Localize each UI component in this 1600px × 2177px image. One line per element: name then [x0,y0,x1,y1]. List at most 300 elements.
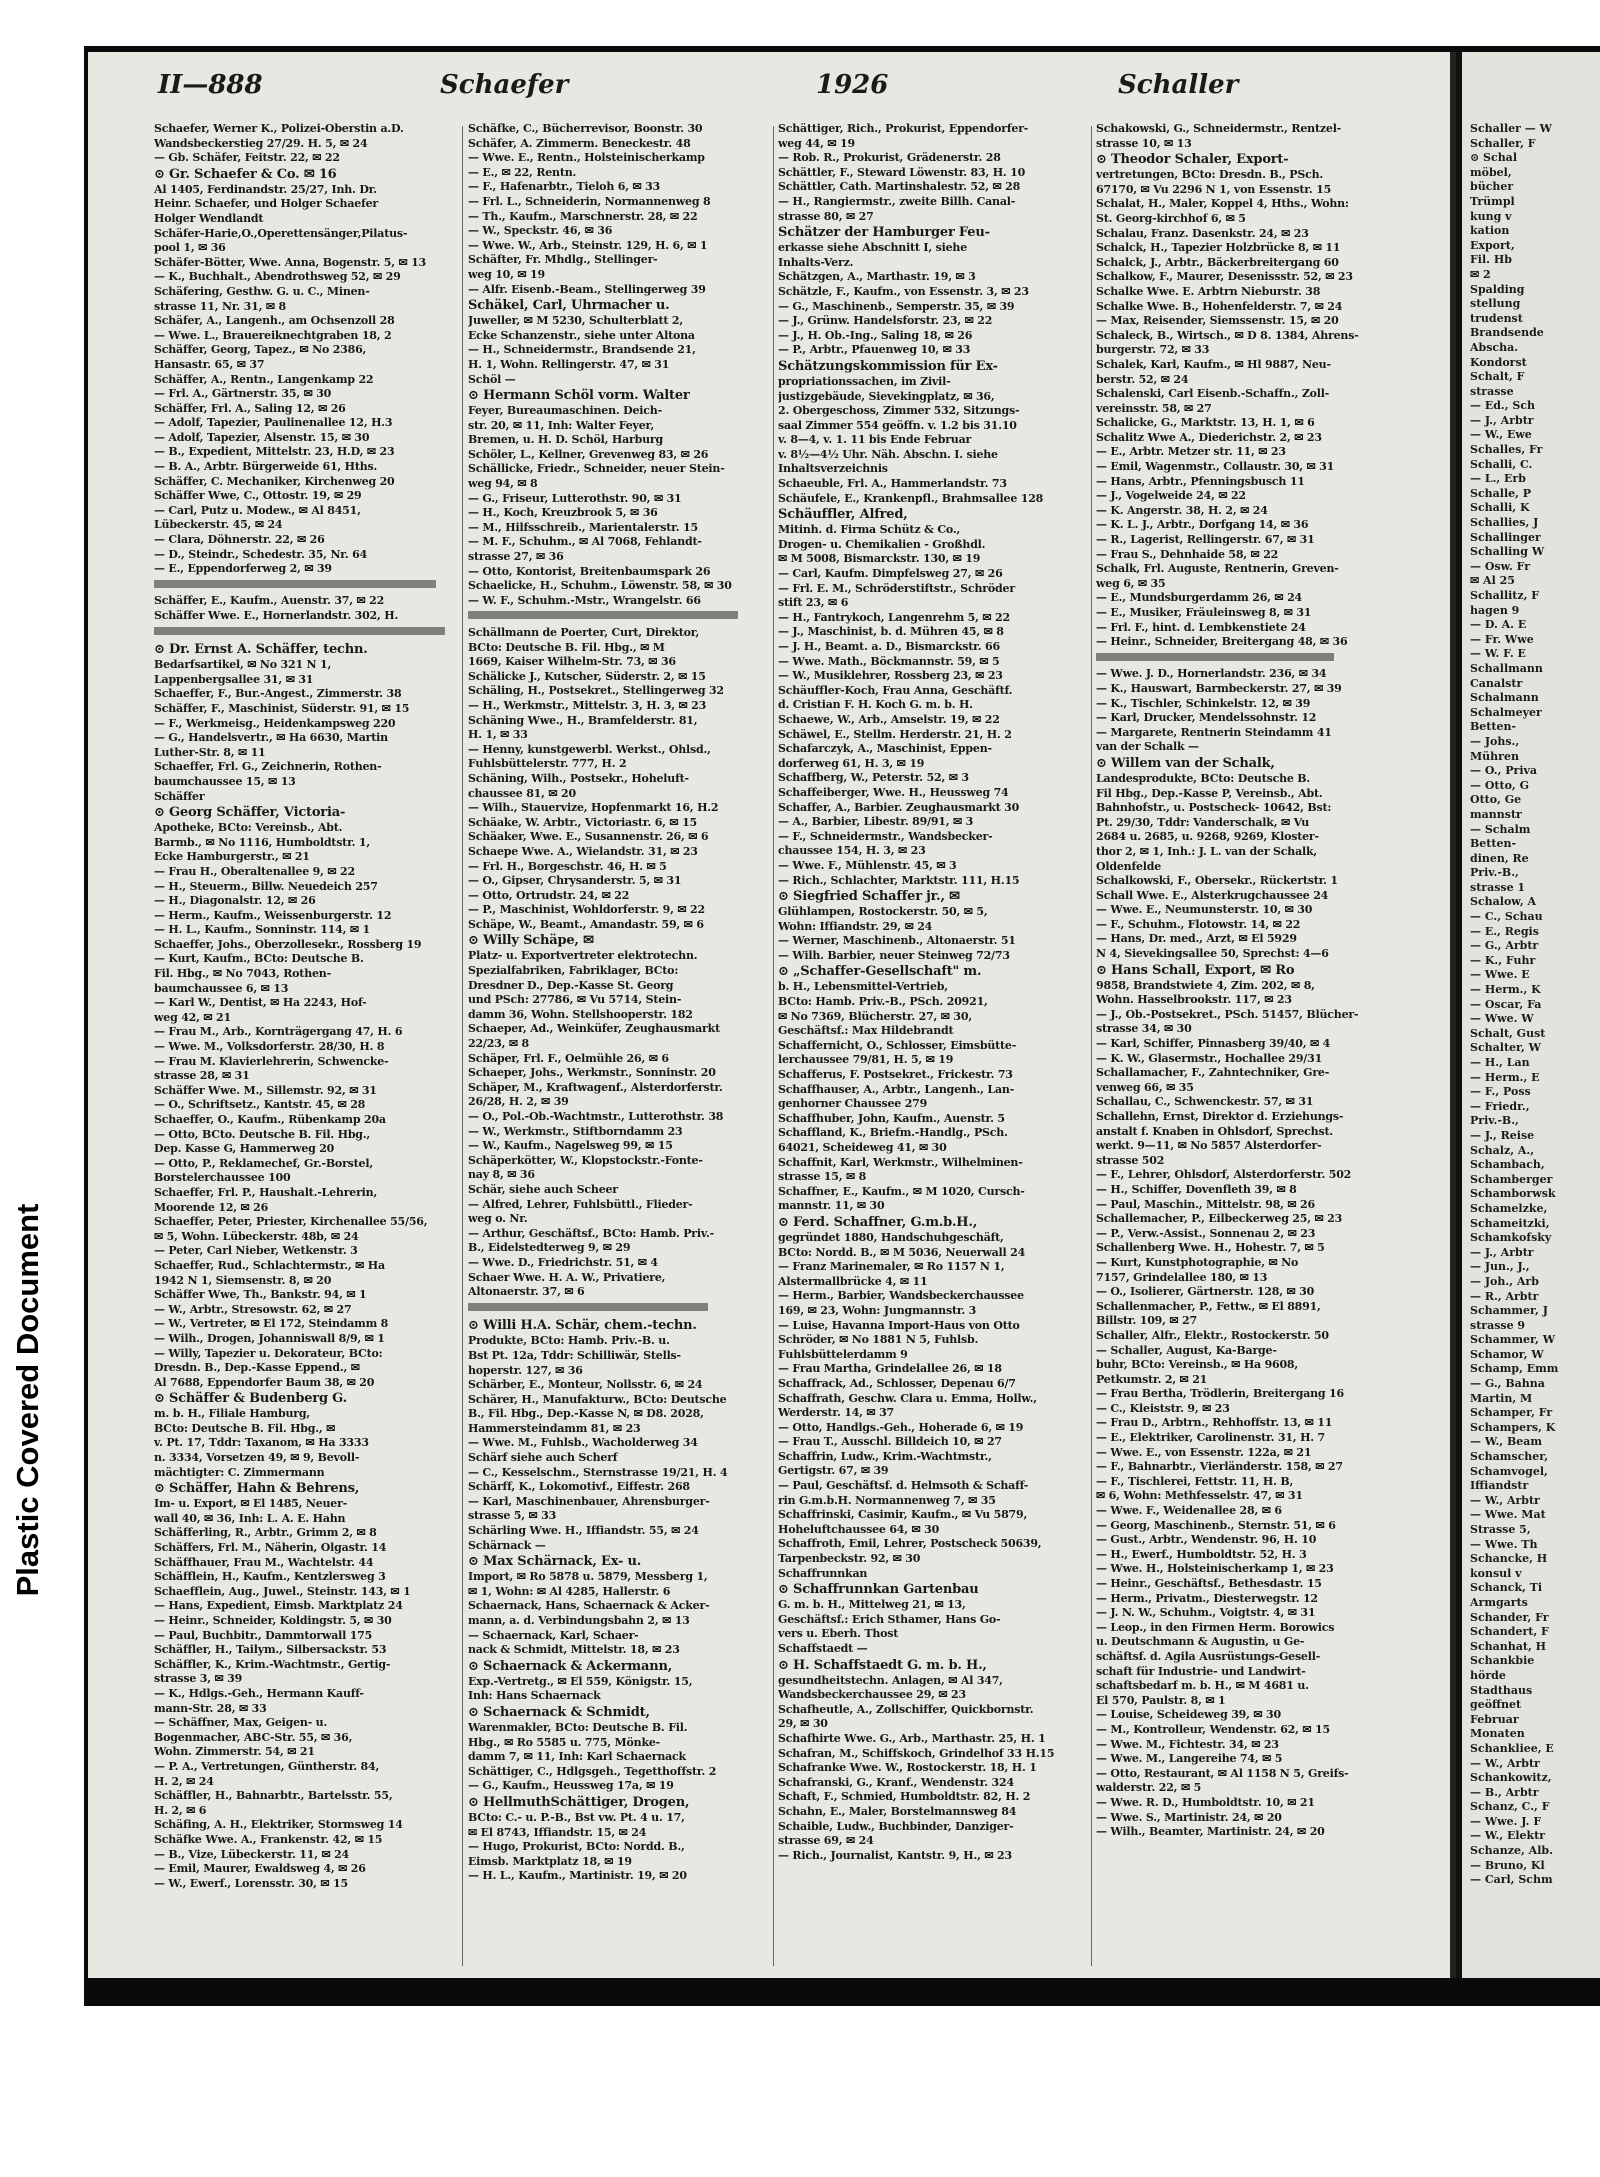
directory-entry: — W., Speckstr. 46, ✉ 36 [468,224,613,238]
directory-entry: Bedarfsartikel, ✉ No 321 N 1, [154,658,332,672]
next-page-line: Trümpl [1470,194,1515,208]
directory-entry: ⊙ Dr. Ernst A. Schäffer, techn. [154,642,368,658]
directory-entry: Schäperkötter, W., Klopstockstr.-Fonte- [468,1153,703,1167]
directory-entry: Fuhlsbüttelerstr. 777, H. 2 [468,757,627,771]
directory-entry: — Rich., Schlachter, Marktstr. 111, H.15 [778,873,1020,887]
header-left-word: Schaefer [440,70,569,100]
directory-entry: Schällicke, Friedr., Schneider, neuer Stein- [468,462,725,476]
directory-entry: anstalt f. Knaben in Ohlsdorf, Sprechst. [1096,1124,1333,1138]
directory-entry: Dep. Kasse G, Hammerweg 20 [154,1142,335,1156]
directory-entry: ⊙ Schäffer, Hahn & Behrens, [154,1481,360,1497]
directory-entry: lerchaussee 79/81, H. 5, ✉ 19 [778,1053,954,1067]
directory-entry: — Clara, Döhnerstr. 22, ✉ 26 [154,533,325,547]
directory-entry: Schäffler, K., Krim.-Wachtmstr., Gertig- [154,1657,391,1671]
directory-entry: genhorner Chaussee 279 [778,1097,928,1111]
next-page-line: — R., Arbtr [1470,1289,1539,1303]
directory-entry: ⊙ Georg Schäffer, Victoria- [154,805,346,821]
directory-entry: — E., Mundsburgerdamm 26, ✉ 24 [1096,591,1302,605]
directory-entry: Schäfflein, H., Kaufm., Kentzlersweg 3 [154,1570,386,1584]
directory-entry: Schäffer [154,789,205,803]
next-page-line: bücher [1470,180,1514,194]
next-page-line: Schambach, [1470,1158,1545,1172]
directory-entry: 169, ✉ 23, Wohn: Jungmannstr. 3 [778,1303,977,1317]
illegible-line [468,1303,768,1318]
directory-entry: ⊙ HellmuthSchättiger, Drogen, [468,1794,690,1810]
directory-entry: Schallemacher, P., Eilbeckerweg 25, ✉ 23 [1096,1212,1343,1226]
illegible-line [154,627,460,642]
directory-entry: — O., Schriftsetz., Kantstr. 45, ✉ 28 [154,1098,366,1112]
directory-entry: Wohn. Zimmerstr. 54, ✉ 21 [154,1745,315,1759]
directory-entry: baumchaussee 15, ✉ 13 [154,774,296,788]
directory-entry: — Alfr. Eisenb.-Beam., Stellingerweg 39 [468,282,706,296]
directory-entry: — Frl. A., Gärtnerstr. 35, ✉ 30 [154,387,332,401]
next-page-line: hörde [1470,1668,1506,1682]
next-page-line: Schaller, F [1470,136,1536,150]
directory-entry: Schalck, H., Tapezier Holzbrücke 8, ✉ 11 [1096,241,1341,255]
next-page-line: Martin, M [1470,1391,1533,1405]
directory-entry: — Wilh., Stauervize, Hopfenmarkt 16, H.2 [468,801,719,815]
directory-entry: 1669, Kaiser Wilhelm-Str. 73, ✉ 36 [468,655,676,669]
directory-entry: — Georg, Maschinenb., Sternstr. 51, ✉ 6 [1096,1518,1336,1532]
directory-entry: rin G.m.b.H. Normannenweg 7, ✉ 35 [778,1493,996,1507]
directory-entry: Schäffer Wwe, Th., Bankstr. 94, ✉ 1 [154,1288,367,1302]
directory-entry: Drogen- u. Chemikalien - Großhdl. [778,537,986,551]
directory-entry: — Adolf, Tapezier, Paulinenallee 12, H.3 [154,416,393,430]
directory-entry: — H., Werkmstr., Mittelstr. 3, H. 3, ✉ 23 [468,698,707,712]
directory-entry: — Luise, Havanna Import-Haus von Otto [778,1318,1020,1332]
directory-entry: 7157, Grindelallee 180, ✉ 13 [1096,1270,1268,1284]
directory-entry: weg 44, ✉ 19 [778,136,855,150]
directory-entry: b. H., Lebensmittel-Vertrieb, [778,980,948,994]
next-page-line: Schalmann [1470,691,1539,705]
next-page-line: trudenst [1470,311,1523,325]
directory-entry: Schaefflein, Aug., Juwel., Steinstr. 143, ✉ 1 [154,1584,411,1598]
directory-entry: Spezialfabriken, Fabriklager, BCto: [468,964,679,978]
directory-entry: Geschäftsf.: Max Hildebrandt [778,1024,954,1038]
directory-entry: H. 2, ✉ 6 [154,1803,207,1817]
directory-entry: — F., Schuhm., Flotowstr. 14, ✉ 22 [1096,917,1301,931]
directory-entry: — W., Kaufm., Nagelsweg 99, ✉ 15 [468,1139,673,1153]
directory-entry: — Frau M. Klavierlehrerin, Schwencke- [154,1054,389,1068]
directory-entry: Ecke Hamburgerstr., ✉ 21 [154,850,310,864]
directory-entry: — Wilh. Barbier, neuer Steinweg 72/73 [778,948,1010,962]
directory-entry: Schäffhauer, Frau M., Wachtelstr. 44 [154,1555,374,1569]
next-page-line: — J., Reise [1470,1128,1535,1142]
directory-entry: St. Georg-kirchhof 6, ✉ 5 [1096,211,1246,225]
directory-entry: 64021, Scheideweg 41, ✉ 30 [778,1141,947,1154]
directory-entry: — K., Buchhalt., Abendrothsweg 52, ✉ 29 [154,270,401,284]
directory-entry: berstr. 52, ✉ 24 [1096,372,1189,386]
directory-entry: ⊙ H. Schaffstaedt G. m. b. H., [778,1657,987,1673]
directory-entry: — Karl W., Dentist, ✉ Ha 2243, Hof- [154,996,367,1010]
directory-entry: — A., Barbier, Libestr. 89/91, ✉ 3 [778,815,974,829]
directory-entry: — Otto, BCto. Deutsche B. Fil. Hbg., [154,1127,371,1141]
directory-entry: ⊙ Willem van der Schalk, [1096,755,1275,771]
next-page-line: Kondorst [1470,355,1527,369]
next-page-line: Schalling W [1470,545,1545,559]
directory-entry: — P., Maschinist, Wohldorferstr. 9, ✉ 22 [468,903,705,917]
directory-entry: Schäffer Wwe. E., Hornerlandstr. 302, H. [154,609,399,622]
directory-entry: schaftsbedarf m. b. H., ✉ M 4681 u. [1096,1679,1309,1693]
next-page-line: Schalli, K [1470,501,1530,515]
next-page-line: Schamp, Emm [1470,1362,1559,1376]
directory-entry: — M., Kontrolleur, Wendenstr. 62, ✉ 15 [1096,1722,1330,1736]
directory-entry: Schalau, Franz. Dasenkstr. 24, ✉ 23 [1096,226,1309,240]
directory-entry: Schäper, Frl. F., Oelmühle 26, ✉ 6 [468,1051,669,1065]
directory-entry: — Henny, kunstgewerbl. Werkst., Ohlsd., [468,742,711,756]
directory-entry: — K., Tischler, Schinkelstr. 12, ✉ 39 [1096,696,1311,710]
directory-entry: Schäfer-Bötter, Wwe. Anna, Bogenstr. 5, ✉ 13 [154,255,427,269]
next-page-line: Schalz, A., [1470,1143,1535,1157]
directory-entry: Schafferus, F. Postsekret., Frickestr. 73 [778,1068,1013,1082]
directory-entry: — W. F., Schuhm.-Mstr., Wrangelstr. 66 [468,593,701,607]
directory-entry: H. 1, ✉ 33 [468,728,528,742]
directory-entry: — Peter, Carl Nieber, Wetkenstr. 3 [154,1244,358,1258]
next-page-line: Schallitz, F [1470,589,1540,602]
directory-entry: — F., Werkmeisg., Heidenkampsweg 220 [154,716,396,730]
next-page-line: geöffnet [1470,1698,1522,1712]
directory-entry: — Hans, Arbtr., Pfenningsbusch 11 [1096,474,1305,488]
directory-entry: Schäffler, H., Bahnarbtr., Bartelsstr. 55, [154,1789,393,1803]
directory-entry: Schalitz Wwe A., Diederichstr. 2, ✉ 23 [1096,430,1322,444]
directory-entry: — Otto, P., Reklamechef, Gr.-Borstel, [154,1156,373,1170]
next-page-line: Priv.-B., [1470,866,1519,880]
directory-entry: — B., Vize, Lübeckerstr. 11, ✉ 24 [154,1847,350,1861]
directory-entry: Schaer Wwe. H. A. W., Privatiere, [468,1270,666,1284]
next-page-line: Mühren [1470,749,1519,763]
directory-entry: — Otto, Handlgs.-Geh., Hoherade 6, ✉ 19 [778,1420,1024,1434]
directory-entry: — Herm., Privatm., Diesterwegstr. 12 [1096,1591,1318,1605]
directory-entry: m. b. H., Filiale Hamburg, [154,1407,310,1421]
directory-entry: justizgebäude, Sievekingplatz, ✉ 36, [778,389,995,403]
directory-entry: — O., Pol.-Ob.-Wachtmstr., Lutterothstr. 38 [468,1110,724,1123]
directory-entry: — Otto, Kontorist, Breitenbaumspark 26 [468,564,711,578]
directory-entry: Schaffer, A., Barbier. Zeughausmarkt 30 [778,800,1020,814]
next-page-line: strasse 9 [1470,1318,1526,1332]
directory-entry: Schärber, E., Monteur, Nollsstr. 6, ✉ 24 [468,1378,703,1392]
illegible-line [1096,653,1436,668]
directory-entry: schaft für Industrie- und Landwirt- [1096,1664,1306,1678]
directory-entry: Schäfke Wwe. A., Frankenstr. 42, ✉ 15 [154,1832,383,1846]
directory-entry: 29, ✉ 30 [778,1717,828,1731]
next-page-line: — Friedr., [1470,1099,1530,1113]
next-page-line: Canalstr [1470,676,1523,690]
directory-entry: str. 20, ✉ 11, Inh: Walter Feyer, [468,418,654,432]
directory-entry: B., Fil. Hbg., Dep.-Kasse N, ✉ D8. 2028, [468,1407,704,1421]
directory-entry: — Wwe. M., Fuhlsb., Wacholderweg 34 [468,1436,698,1450]
directory-entry: Schaffrinski, Casimir, Kaufm., ✉ Vu 5879, [778,1508,1028,1522]
next-page-line: Iffiandstr [1470,1479,1529,1493]
directory-entry: ⊙ Gr. Schaefer & Co. ✉ 16 [154,166,337,182]
directory-entry: Schaeper, Johs., Werkmstr., Sonninstr. 20 [468,1066,716,1080]
directory-entry: Schäling, H., Postsekret., Stellingerweg 32 [468,684,724,698]
directory-entry: strasse 10, ✉ 13 [1096,136,1192,150]
directory-entry: hoperstr. 127, ✉ 36 [468,1363,583,1377]
directory-column-2 [468,122,768,1972]
next-page-line: kation [1470,224,1510,238]
directory-entry: 9858, Brandstwiete 4, Zim. 202, ✉ 8, [1096,978,1315,992]
directory-entry: — Frau Martha, Grindelallee 26, ✉ 18 [778,1362,1002,1376]
next-page-line: — H., Lan [1470,1056,1530,1069]
directory-entry: — Frau D., Arbtrn., Rehhoffstr. 13, ✉ 11 [1096,1416,1333,1430]
directory-entry: mann, a. d. Verbindungsbahn 2, ✉ 13 [468,1614,690,1627]
directory-entry: thor 2, ✉ 1, Inh.: J. L. van der Schalk, [1096,844,1318,858]
directory-entry: — Werner, Maschinenb., Altonaerstr. 51 [778,934,1016,948]
next-page-line: — Herm., K [1470,983,1541,997]
directory-entry: — Heinr., Schneider, Breitergang 48, ✉ 36 [1096,635,1348,649]
directory-entry: schäftsf. d. Agila Ausrüstungs-Gesell- [1096,1649,1321,1663]
next-page-line: — Wwe. J. F [1470,1814,1542,1828]
directory-entry: Schaffnit, Karl, Werkmstr., Wilhelminen- [778,1155,1023,1169]
directory-entry: Schärff, K., Lokomotivf., Eiffestr. 268 [468,1480,690,1494]
directory-entry: — H., Diagonalstr. 12, ✉ 26 [154,894,316,908]
directory-entry: ⊙ Schäffer & Budenberg G. [154,1391,347,1407]
directory-entry: Schättiger, C., Hdlgsgeh., Tegetthoffstr. 2 [468,1764,717,1778]
directory-entry: 2. Obergeschoss, Zimmer 532, Sitzungs- [778,404,1020,418]
next-page-line: — O., Priva [1470,764,1538,778]
directory-entry: vertretungen, BCto: Dresdn. B., PSch. [1096,168,1324,182]
directory-entry: Heinr. Schaefer, und Holger Schaefer [154,197,378,211]
directory-entry: Schärf siehe auch Scherf [468,1451,618,1465]
directory-entry: — Hans, Expedient, Eimsb. Marktplatz 24 [154,1599,403,1613]
directory-entry: Gertigstr. 67, ✉ 39 [778,1464,889,1478]
directory-entry: nay 8, ✉ 36 [468,1168,535,1182]
column-rule [462,126,463,1966]
directory-entry: — Frau S., Dehnhaide 58, ✉ 22 [1096,547,1279,561]
directory-entry: — Herm., Kaufm., Weissenburgerstr. 12 [154,908,392,922]
directory-entry: — Karl, Drucker, Mendelssohnstr. 12 [1096,711,1317,725]
directory-entry: Schaft, F., Schmied, Humboldtstr. 82, H. 2 [778,1790,1031,1804]
next-page-line: Schamelzke, [1470,1201,1548,1215]
directory-entry: Schaelicke, H., Schuhm., Löwenstr. 58, ✉ 30 [468,579,732,593]
directory-entry: Schafranski, G., Kranf., Wendenstr. 324 [778,1775,1014,1789]
next-page-line: — G., Bahna [1470,1377,1545,1391]
directory-entry: H. 2, ✉ 24 [154,1774,214,1788]
directory-entry: Schäfer, A., Langenh., am Ochsenzoll 28 [154,314,395,328]
directory-entry: Schäwel, E., Stellm. Herderstr. 21, H. 2 [778,727,1012,741]
directory-entry: Al 7688, Eppendorfer Baum 38, ✉ 20 [154,1375,375,1389]
directory-entry: Schaernack, Hans, Schaernack & Acker- [468,1599,710,1613]
directory-entry: Schäfke, C., Bücherrevisor, Boonstr. 30 [468,122,703,135]
directory-entry: Schaffland, K., Briefm.-Handlg., PSch. [778,1126,1008,1140]
directory-entry: — Frl. E. M., Schröderstiftstr., Schröder [778,581,1015,595]
directory-entry: — Frau M., Arb., Kornträgergang 47, H. 6 [154,1025,403,1039]
next-page-line: kung v [1470,209,1512,223]
next-page-line: Schalt, Gust [1470,1026,1546,1040]
directory-entry: und PSch: 27786, ✉ Vu 5714, Stein- [468,993,682,1007]
directory-entry: — Wilh., Drogen, Johanniswall 8/9, ✉ 1 [154,1331,385,1345]
directory-entry: Fil Hbg., Dep.-Kasse P, Vereinsb., Abt. [1096,786,1323,800]
next-page-line: Schalmeyer [1470,705,1542,719]
directory-entry: — Margarete, Rentnerin Steindamm 41 [1096,725,1332,739]
directory-entry: Warenmakler, BCto: Deutsche B. Fil. [468,1720,688,1734]
directory-entry: — G., Kaufm., Heussweg 17a, ✉ 19 [468,1779,674,1793]
directory-entry: Geschäftsf.: Erich Sthamer, Hans Go- [778,1612,1001,1626]
next-page-line: — Otto, G [1470,778,1529,792]
directory-entry: Schäffer, E., Kaufm., Auenstr. 37, ✉ 22 [154,594,385,608]
directory-entry: van der Schalk — [1096,740,1199,754]
directory-entry: Altonaerstr. 37, ✉ 6 [468,1285,585,1299]
directory-entry: Schäfter, Fr. Mhdlg., Stellinger- [468,253,658,267]
directory-entry: Wohn: Iffiandstr. 29, ✉ 24 [778,919,933,933]
directory-entry: — Emil, Wagenmstr., Collaustr. 30, ✉ 31 [1096,460,1335,474]
directory-entry: — Wwe. Math., Böckmannstr. 59, ✉ 5 [778,654,1000,668]
directory-entry: Schäkel, Carl, Uhrmacher u. [468,298,670,314]
directory-entry: — H., Rangiermstr., zweite Billh. Canal- [778,194,1016,208]
next-page-line: Schamor, W [1470,1347,1544,1361]
directory-entry: Schaeffer, F., Bur.-Angest., Zimmerstr. 38 [154,687,402,701]
directory-entry: — O., Isolierer, Gärtnerstr. 128, ✉ 30 [1096,1285,1315,1299]
directory-entry: ✉ 1, Wohn: ✉ Al 4285, Hallerstr. 6 [468,1584,671,1598]
directory-entry: Apotheke, BCto: Vereinsb., Abt. [154,821,343,835]
directory-entry: — Wwe. F., Weidenallee 28, ✉ 6 [1096,1504,1282,1518]
directory-entry: 1942 N 1, Siemsenstr. 8, ✉ 20 [154,1273,332,1287]
directory-entry: Schallenmacher, P., Fettw., ✉ El 8891, [1096,1299,1321,1313]
directory-entry: mächtigter: C. Zimmermann [154,1465,325,1479]
directory-entry: saal Zimmer 554 geöffn. v. 1.2 bis 31.10 [778,418,1017,432]
next-page-line: strasse [1470,384,1514,398]
directory-entry: gesundheitstechn. Anlagen, ✉ Al 347, [778,1673,1003,1687]
next-page-line: mannstr [1470,807,1522,821]
next-page-line: Schaller — W [1470,122,1552,135]
directory-entry: — Frl. L., Schneiderin, Normannenweg 8 [468,194,711,208]
directory-entry: — R., Lagerist, Rellingerstr. 67, ✉ 31 [1096,533,1315,547]
directory-entry: — Wwe. M., Fichtestr. 34, ✉ 23 [1096,1737,1279,1751]
directory-entry: strasse 34, ✉ 30 [1096,1022,1192,1036]
directory-entry: B., Eidelstedterweg 9, ✉ 29 [468,1241,631,1255]
next-page-line: — J., Arbtr [1470,413,1534,427]
next-page-line: ⊙ Schal [1470,151,1517,165]
directory-entry: Schalat, H., Maler, Koppel 4, Hths., Wohn: [1096,197,1349,211]
directory-entry: — G., Handelsvertr., ✉ Ha 6630, Martin [154,731,388,745]
directory-entry: — O., Gipser, Chrysanderstr. 5, ✉ 31 [468,874,682,888]
directory-entry: strasse 69, ✉ 24 [778,1834,874,1848]
next-page-line: Strasse 5, [1470,1523,1531,1536]
directory-entry: v. Pt. 17, Tddr: Taxanom, ✉ Ha 3333 [154,1436,369,1450]
directory-entry: — G., Friseur, Lutterothstr. 90, ✉ 31 [468,491,682,505]
directory-entry: ⊙ Ferd. Schaffner, G.m.b.H., [778,1214,978,1230]
directory-entry: Schöl — [468,372,516,386]
directory-entry: Inh: Hans Schaernack [468,1689,601,1703]
directory-entry: Dresdner D., Dep.-Kasse St. Georg [468,978,674,992]
directory-entry: Schäfer, A. Zimmerm. Beneckestr. 48 [468,136,691,150]
directory-entry: chaussee 154, H. 3, ✉ 23 [778,844,926,858]
next-page-line: Export, [1470,238,1515,252]
directory-entry: ⊙ Max Schärnack, Ex- u. [468,1554,642,1570]
directory-entry: — Carl, Kaufm. Dimpfelsweg 27, ✉ 26 [778,567,1003,581]
directory-entry: pool 1, ✉ 36 [154,241,226,255]
next-page-line: — D. A. E [1470,618,1527,632]
next-page-line: Priv.-B., [1470,1114,1519,1128]
directory-entry: damm 7, ✉ 11, Inh: Karl Schaernack [468,1750,686,1764]
next-page-line: Schallies, J [1470,516,1539,530]
directory-entry: Schalk, Frl. Auguste, Rentnerin, Greven- [1096,562,1339,576]
directory-entry: — Heinr., Schneider, Koldingstr. 5, ✉ 30 [154,1614,392,1627]
directory-entry: Moorende 12, ✉ 26 [154,1200,269,1214]
directory-entry: weg 6, ✉ 35 [1096,576,1166,590]
directory-entry: Schaffrunnkan [778,1566,868,1580]
directory-entry: vers u. Eberh. Thost [778,1627,899,1641]
directory-entry: BCto: Hamb. Priv.-B., PSch. 20921, [778,995,988,1009]
directory-entry: Schätzle, F., Kaufm., von Essenstr. 3, ✉ 23 [778,284,1029,298]
directory-entry: — W., Vertreter, ✉ El 172, Steindamm 8 [154,1317,389,1331]
directory-entry: — Schäffner, Max, Geigen- u. [154,1716,328,1730]
directory-entry: Schäfing, A. H., Elektriker, Stormsweg 14 [154,1818,403,1832]
directory-entry: H. 1, Wohn. Rellingerstr. 47, ✉ 31 [468,357,670,371]
directory-entry: Schafhirte Wwe. G., Arb., Marthastr. 25, H. 1 [778,1731,1046,1745]
next-page-line: Schandert, F [1470,1625,1549,1639]
header-year: 1926 [816,70,889,100]
directory-entry: — W., Musiklehrer, Rossberg 23, ✉ 23 [778,669,1003,683]
directory-entry: Fuhlsbüttelerdamm 9 [778,1347,908,1361]
directory-entry: Tarpenbeckstr. 92, ✉ 30 [778,1552,921,1566]
illegible-line [468,611,768,626]
directory-entry: — E., Musiker, Fräuleinsweg 8, ✉ 31 [1096,606,1312,619]
directory-entry: BCto: Deutsche B. Fil. Hbg., ✉ M [468,640,665,654]
directory-entry: Lappenbergsallee 31, ✉ 31 [154,672,314,686]
directory-entry: — K. W., Glasermstr., Hochallee 29/31 [1096,1051,1323,1065]
directory-entry: Schaible, Ludw., Buchbinder, Danziger- [778,1819,1014,1833]
directory-entry: Hoheluftchaussee 64, ✉ 30 [778,1522,940,1536]
directory-entry: Schallau, C., Schwenckestr. 57, ✉ 31 [1096,1095,1314,1109]
directory-entry: Schafranke Wwe. W., Rostockerstr. 18, H. 1 [778,1761,1037,1775]
directory-entry: venweg 66, ✉ 35 [1096,1080,1194,1094]
next-page-line: Brandsende [1470,326,1544,340]
directory-entry: Landesprodukte, BCto: Deutsche B. [1096,771,1311,785]
directory-entry: weg o. Nr. [468,1212,528,1226]
directory-column-3 [778,122,1088,1972]
next-page-line: Spalding [1470,282,1525,296]
next-page-line: — Herm., E [1470,1070,1540,1084]
next-page-line: hagen 9 [1470,603,1520,617]
directory-entry: ✉ El 8743, Iffiandstr. 15, ✉ 24 [468,1825,647,1839]
next-page-line: — W., Ewe [1470,428,1532,442]
directory-entry: ✉ 5, Wohn. Lübeckerstr. 48b, ✉ 24 [154,1229,359,1243]
directory-entry: — Frau T., Ausschl. Billdeich 10, ✉ 27 [778,1435,1002,1449]
next-page-line: — W. F. E [1470,647,1526,661]
directory-entry: — Th., Kaufm., Marschnerstr. 28, ✉ 22 [468,209,698,223]
directory-entry: — Hugo, Prokurist, BCto: Nordd. B., [468,1840,685,1854]
directory-entry: Dresdn. B., Dep.-Kasse Eppend., ✉ [154,1361,360,1375]
directory-entry: — Kurt, Kunstphotographie, ✉ No [1096,1255,1299,1269]
directory-entry: ⊙ Hans Schall, Export, ✉ Ro [1096,962,1295,978]
next-page-line: Februar [1470,1712,1519,1726]
directory-entry: — Otto, Restaurant, ✉ Al 1158 N 5, Greifs- [1096,1766,1349,1780]
directory-entry: — E., Elektriker, Carolinenstr. 31, H. 7 [1096,1431,1325,1445]
directory-entry: — H., Steuerm., Billw. Neuedeich 257 [154,879,378,893]
directory-entry: Schäake, W. Arbtr., Victoriastr. 6, ✉ 15 [468,815,697,829]
directory-entry: Barmb., ✉ No 1116, Humboldtstr. 1, [154,835,370,849]
directory-entry: 67170, ✉ Vu 2296 N 1, von Essenstr. 15 [1096,182,1332,196]
directory-entry: ⊙ Willy Schäpe, ✉ [468,933,594,949]
header-right-word: Schaller [1118,70,1239,100]
directory-entry: Mitinh. d. Firma Schütz & Co., [778,523,961,537]
next-page-line: — E., Regis [1470,924,1539,938]
next-page-line: Schalli, C. [1470,457,1533,471]
directory-entry: — Alfred, Lehrer, Fuhlsbüttl., Flieder- [468,1197,693,1211]
plastic-covered-label [8,1140,48,1660]
directory-entry: — G., Maschinenb., Semperstr. 35, ✉ 39 [778,299,1015,313]
directory-entry: Bogenmacher, ABC-Str. 55, ✉ 36, [154,1730,353,1744]
directory-entry: — Gb. Schäfer, Feitstr. 22, ✉ 22 [154,151,340,165]
directory-entry: — W., Ewerf., Lorensstr. 30, ✉ 15 [154,1876,348,1890]
directory-entry: 26/28, H. 2, ✉ 39 [468,1095,569,1109]
directory-entry: Borstelerchaussee 100 [154,1171,291,1185]
next-page-line: — Wwe. W [1470,1012,1534,1026]
next-page-line: — Fr. Wwe [1470,632,1534,646]
directory-entry: — Frl. H., Borgeschstr. 46, H. ✉ 5 [468,859,667,873]
next-page-line: Betten- [1470,837,1517,851]
